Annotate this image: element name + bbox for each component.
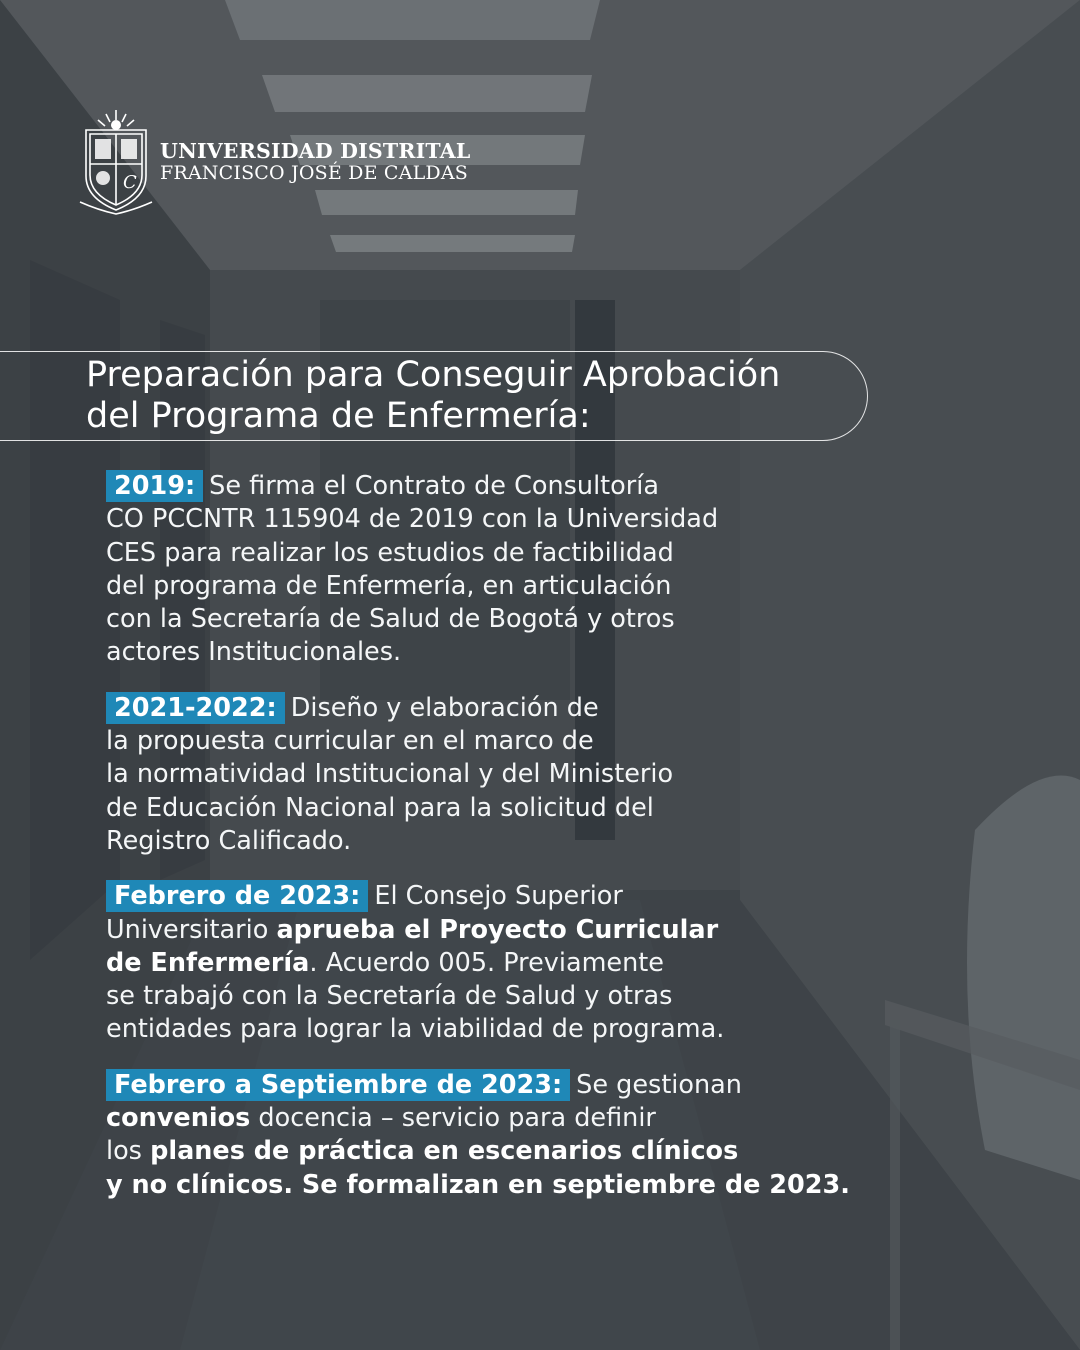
entry-highlight: aprueba el Proyecto Curricular	[276, 914, 719, 945]
entry-text: actores Institucionales.	[106, 637, 402, 668]
entry-text: la normatividad Institucional y del Ministerio	[106, 759, 674, 790]
entry-text: los	[106, 1136, 151, 1167]
entry-text: de Educación Nacional para la solicitud del	[106, 792, 654, 823]
year-badge: 2019:	[106, 470, 203, 502]
year-badge: 2021-2022:	[106, 692, 285, 724]
entry-text: Universitario	[106, 914, 277, 945]
entry-text: la propuesta curricular en el marco de	[106, 726, 594, 757]
university-crest-icon	[78, 106, 154, 218]
entry-highlight: y no clínicos. Se formalizan en septiembre de 2023.	[106, 1169, 850, 1200]
entry-text: Diseño y elaboración de	[290, 692, 599, 723]
timeline-entry-feb-sep-2023	[106, 1069, 1036, 1202]
timeline-entry-2021-2022	[106, 692, 1036, 858]
entry-highlight: de Enfermería	[106, 947, 310, 978]
university-logo	[78, 106, 470, 218]
timeline-entry-feb-2023	[106, 880, 1036, 1046]
title-line1: Preparación para Conseguir Aprobación	[86, 355, 781, 395]
entry-text: Se firma el Contrato de Consultoría	[209, 471, 659, 501]
brand-name-line1: UNIVERSIDAD DISTRITAL	[160, 138, 471, 163]
year-badge: Febrero de 2023:	[106, 880, 368, 912]
entry-text: se trabajó con la Secretaría de Salud y otras	[106, 981, 673, 1012]
entry-text: con la Secretaría de Salud de Bogotá y otros	[106, 604, 675, 635]
entry-text: . Acuerdo 005. Previamente	[309, 947, 664, 978]
brand-name-line2: FRANCISCO JOSÉ DE CALDAS	[160, 161, 468, 184]
entry-text: entidades para lograr la viabilidad de programa.	[106, 1014, 725, 1045]
entry-text: CO PCCNTR 115904 de 2019 con la Universidad	[106, 504, 719, 535]
entry-highlight: planes de práctica en escenarios clínicos	[150, 1136, 739, 1167]
timeline	[106, 470, 1036, 1202]
page-title	[86, 355, 866, 437]
entry-highlight: convenios	[106, 1103, 251, 1134]
entry-text: CES para realizar los estudios de factibilidad	[106, 537, 674, 568]
entry-text: El Consejo Superior	[374, 881, 623, 912]
entry-text: del programa de Enfermería, en articulación	[106, 570, 672, 601]
entry-text: docencia – servicio para definir	[250, 1103, 656, 1134]
entry-text: Se gestionan	[576, 1069, 742, 1100]
svg-text:C: C	[123, 172, 137, 193]
year-badge: Febrero a Septiembre de 2023:	[106, 1069, 570, 1101]
timeline-entry-2019	[106, 470, 1036, 670]
title-line2: del Programa de Enfermería:	[86, 396, 591, 436]
entry-text: Registro Calificado.	[106, 825, 352, 856]
